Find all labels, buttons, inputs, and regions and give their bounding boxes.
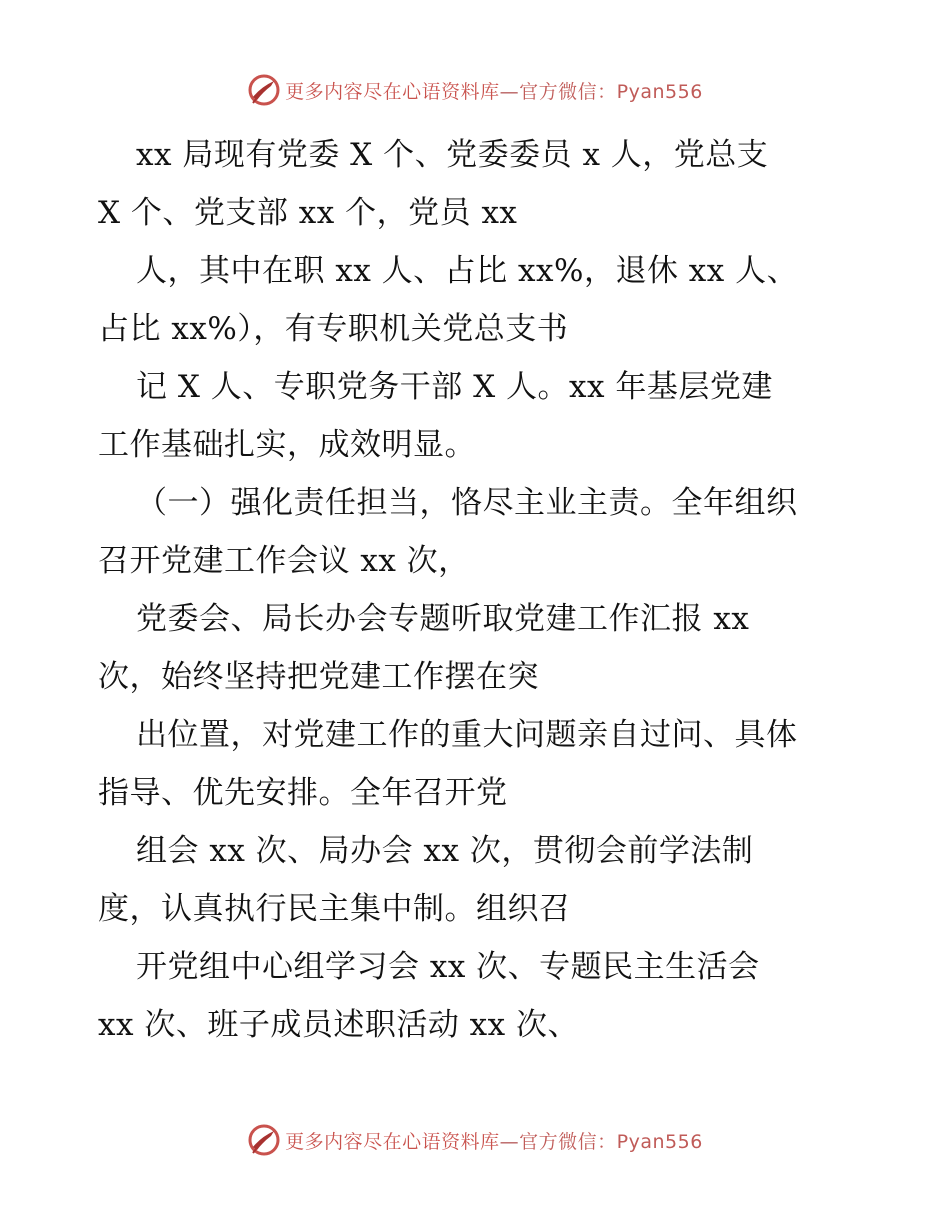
footer-separator: —	[499, 1130, 520, 1153]
body-line: （一）强化责任担当，恪尽主业主责。全年组织	[136, 485, 798, 521]
body-line: 度，认真执行民主集中制。组织召	[98, 891, 571, 927]
header-text	[285, 77, 703, 104]
body-line: 记 X 人、专职党务干部 X 人。xx 年基层党建	[136, 369, 773, 405]
pen-logo-icon	[247, 1123, 281, 1157]
body-line: xx 次、班子成员述职活动 xx 次、	[98, 1007, 579, 1043]
body-line: xx 局现有党委 X 个、党委委员 x 人，党总支	[136, 137, 769, 173]
footer-text	[285, 1127, 703, 1154]
body-line: 组会 xx 次、局办会 xx 次，贯彻会前学法制	[136, 833, 754, 869]
pen-logo-icon	[247, 73, 281, 107]
footer-wechat-text: 官方微信：Pyan556	[519, 1130, 703, 1153]
body-line: 指导、优先安排。全年召开党	[98, 775, 508, 811]
header-site-text: 更多内容尽在心语资料库	[285, 80, 500, 103]
body-line: 出位置，对党建工作的重大问题亲自过问、具体	[136, 717, 798, 753]
body-line: 工作基础扎实，成效明显。	[98, 427, 476, 463]
document-body	[98, 126, 858, 1054]
header-wechat-text: 官方微信：Pyan556	[519, 80, 703, 103]
footer-banner	[0, 1120, 950, 1160]
header-separator: —	[499, 80, 520, 103]
body-line: 召开党建工作会议 xx 次，	[98, 543, 470, 579]
body-line: 占比 xx%），有专职机关党总支书	[98, 311, 569, 347]
footer-site-text: 更多内容尽在心语资料库	[285, 1130, 500, 1153]
body-line: 开党组中心组学习会 xx 次、专题民主生活会	[136, 949, 760, 985]
body-line: 次，始终坚持把党建工作摆在突	[98, 659, 539, 695]
header-banner	[0, 70, 950, 110]
body-line: 党委会、局长办会专题听取党建工作汇报 xx	[136, 601, 750, 637]
body-line: 人，其中在职 xx 人、占比 xx%，退休 xx 人、	[136, 253, 799, 289]
body-line: X 个、党支部 xx 个，党员 xx	[98, 195, 518, 231]
